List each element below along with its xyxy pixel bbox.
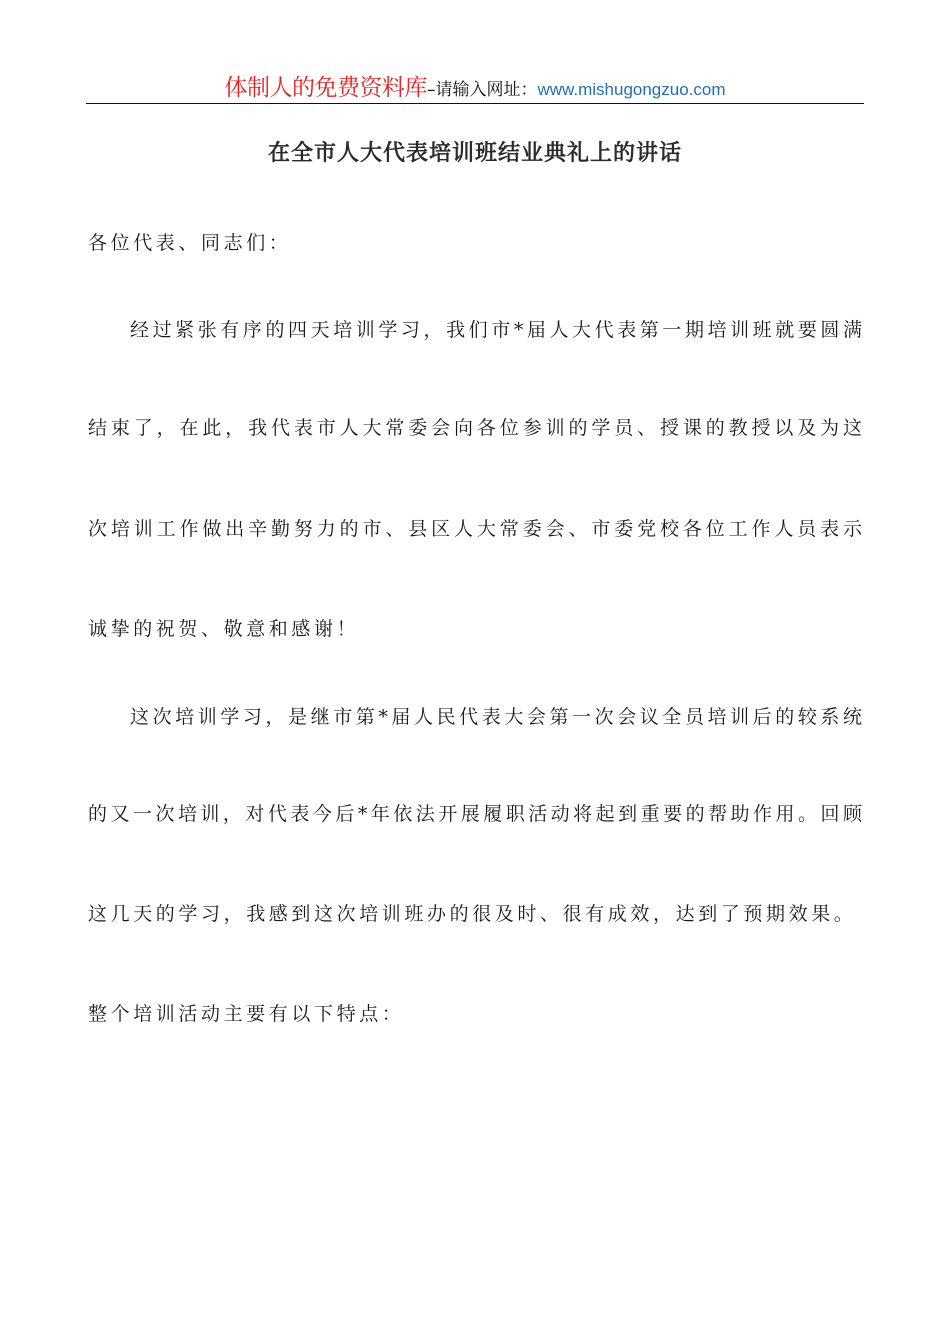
header-divider [86,103,864,104]
paragraph-2-line-3: 这几天的学习，我感到这次培训班办的很及时、很有成效，达到了预期效果。 [88,903,857,925]
banner-url-link[interactable]: www.mishugongzuo.com [537,80,726,99]
paragraph-1-line-2: 结束了，在此，我代表市人大常委会向各位参训的学员、授课的教授以及为这 [88,417,862,439]
salutation: 各位代表、同志们： [88,232,292,254]
paragraph-2-line-4: 整个培训活动主要有以下特点： [88,1003,405,1025]
paragraph-1-line-1: 经过紧张有序的四天培训学习，我们市*届人大代表第一期培训班就要圆满 [130,319,862,341]
banner-brand-text: 体制人的免费资料库 [224,75,427,101]
paragraph-2-line-2: 的又一次培训，对代表今后*年依法开展履职活动将起到重要的帮助作用。回顾 [88,803,862,825]
site-banner [86,72,864,104]
banner-prompt-text: –请输入网址： [426,80,538,100]
paragraph-2-line-1: 这次培训学习，是继市第*届人民代表大会第一次会议全员培训后的较系统 [130,706,862,728]
paragraph-1-line-4: 诚挚的祝贺、敬意和感谢！ [88,618,360,640]
document-title: 在全市人大代表培训班结业典礼上的讲话 [267,140,682,166]
paragraph-1-line-3: 次培训工作做出辛勤努力的市、县区人大常委会、市委党校各位工作人员表示 [88,518,862,540]
